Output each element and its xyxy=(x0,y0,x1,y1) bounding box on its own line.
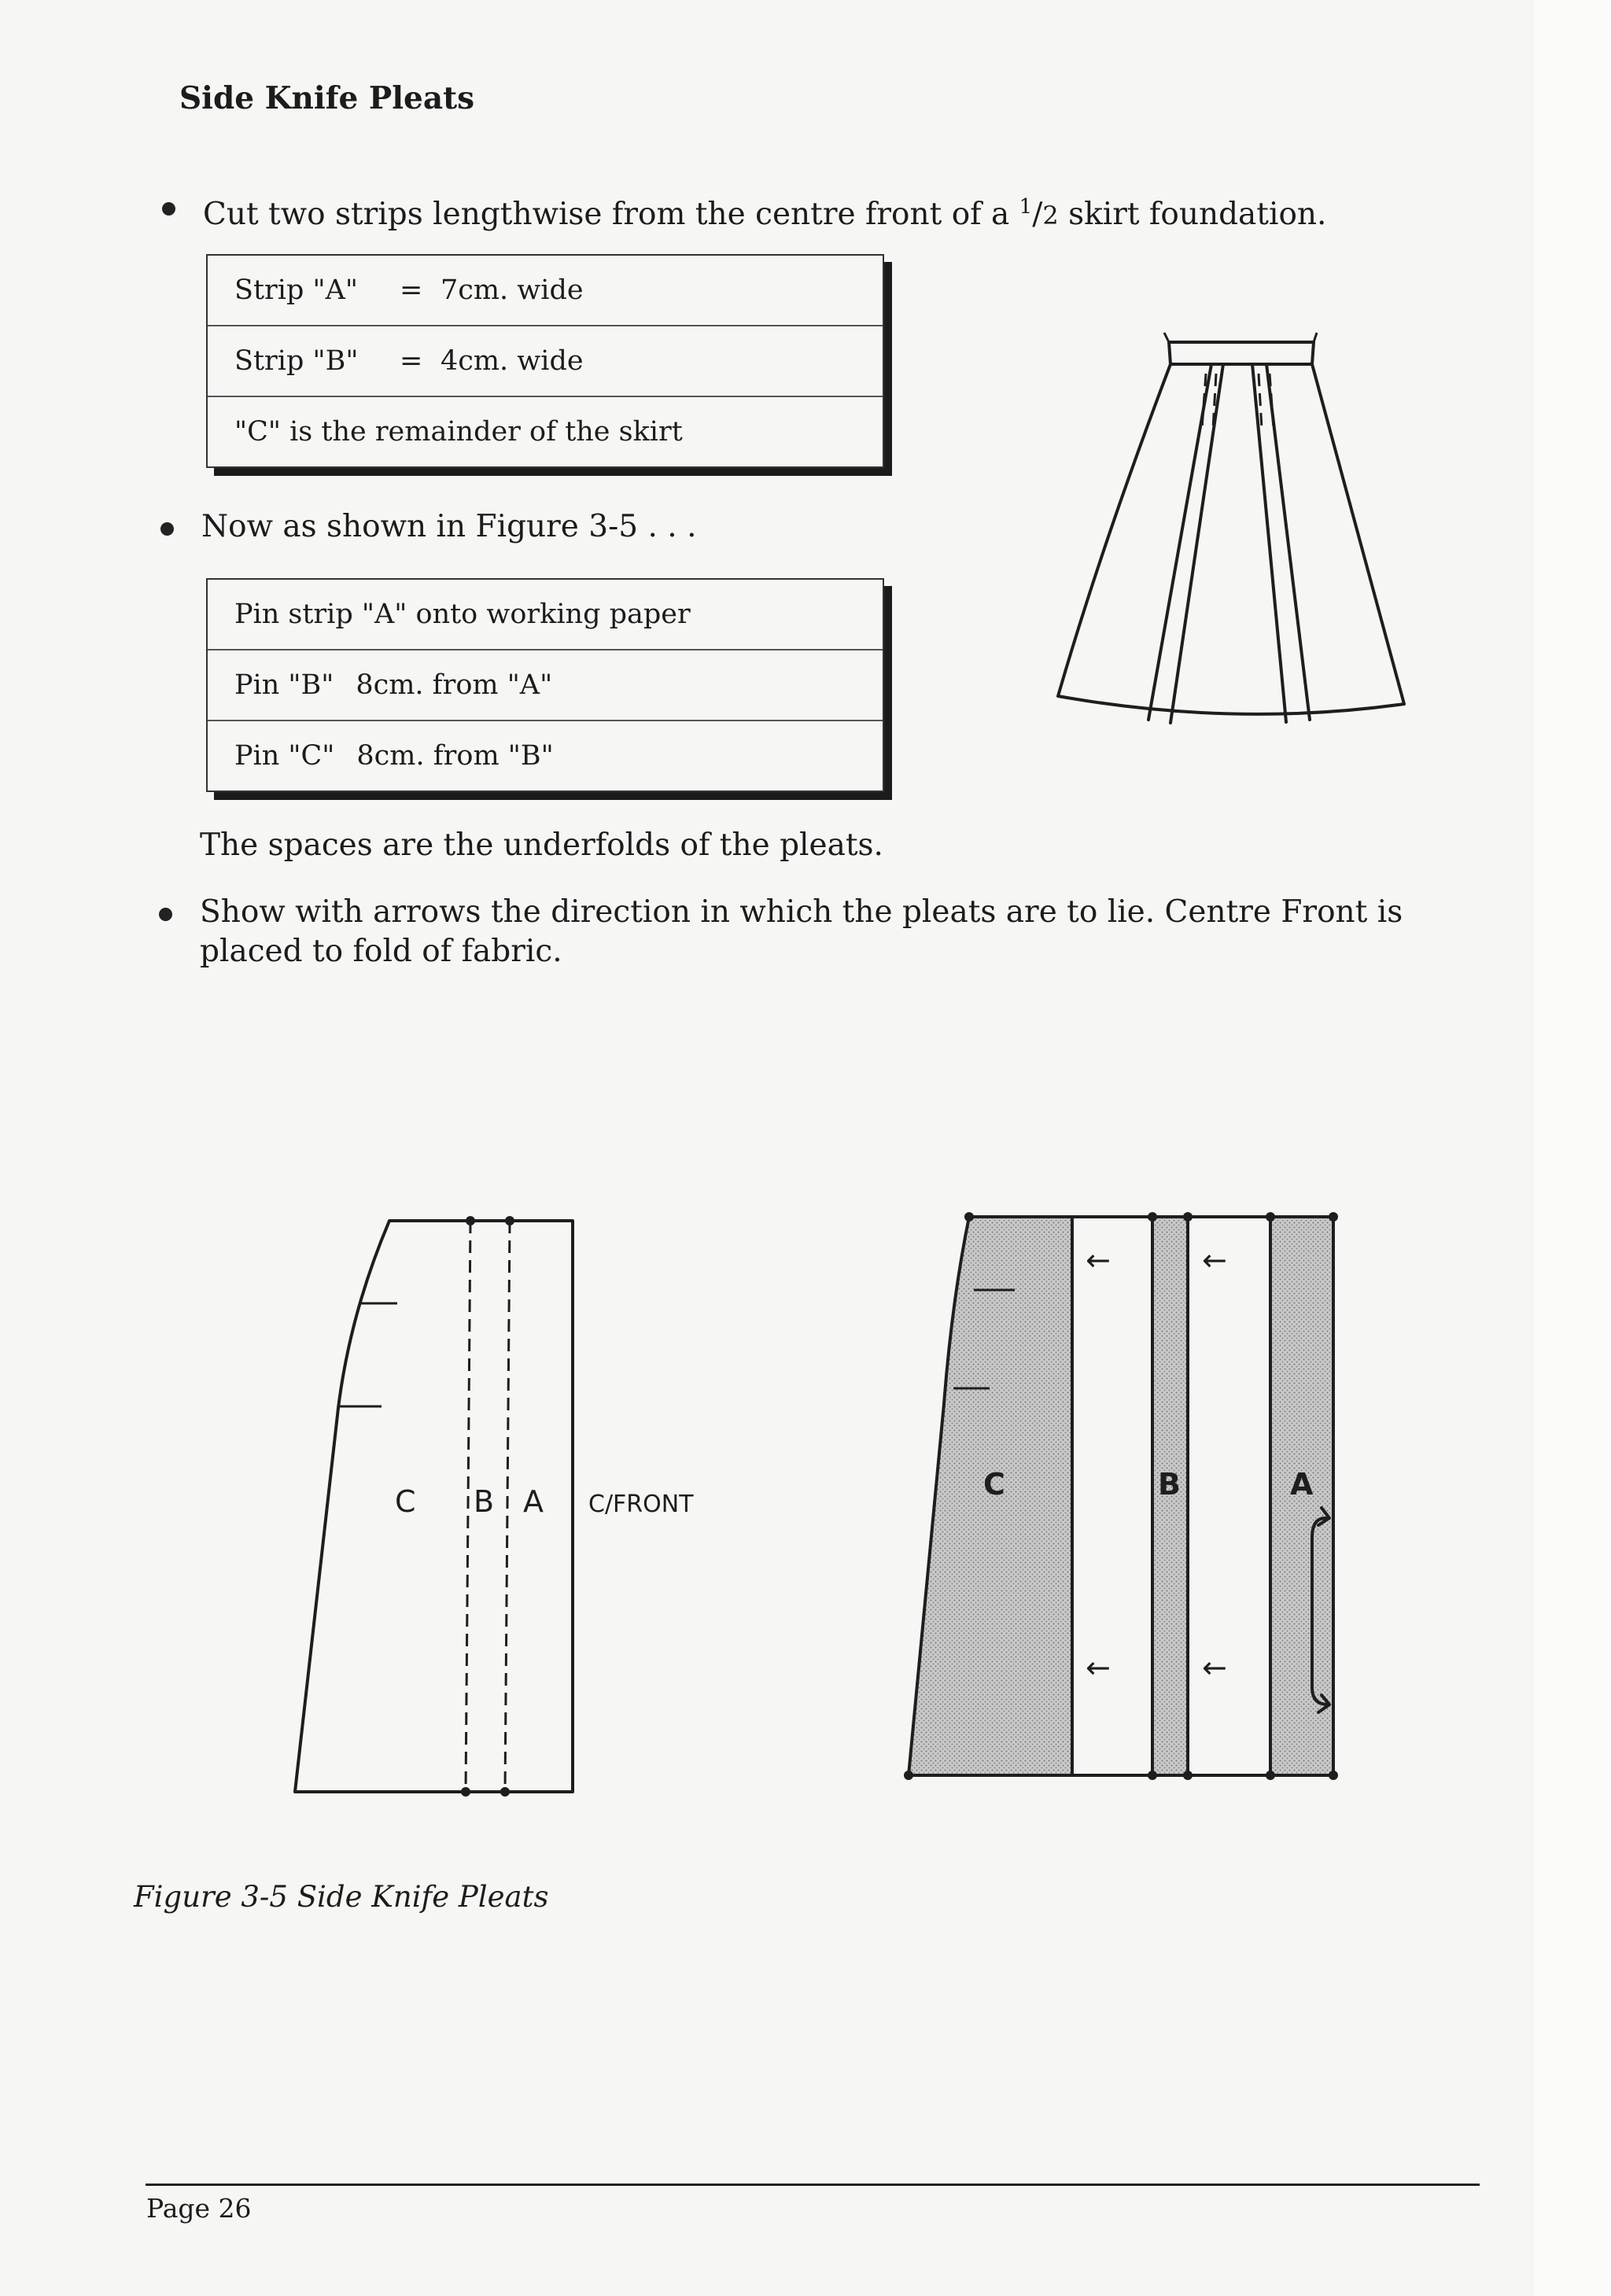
table-row xyxy=(208,721,883,791)
label-a: A xyxy=(1290,1467,1314,1502)
pin-c-distance: 8cm. from "B" xyxy=(356,740,554,772)
arrow-top-left-icon: ← xyxy=(1086,1243,1111,1277)
pin-b-distance: 8cm. from "A" xyxy=(356,669,553,701)
bullet-cut-strips: Cut two strips lengthwise from the centre front of a $^1$/2 skirt foundation. xyxy=(203,187,1326,235)
equals-sign: = xyxy=(400,275,423,306)
bullet-text-pre: Cut two strips lengthwise from the centre front of a xyxy=(203,197,1019,232)
arrow-top-right-icon: ← xyxy=(1202,1243,1227,1277)
table-row xyxy=(208,650,883,721)
figure-caption: Figure 3-5 Side Knife Pleats xyxy=(134,1880,549,1914)
label-a: A xyxy=(523,1484,544,1519)
pin-b-label: Pin "B" xyxy=(234,669,334,701)
bullet-text: Now as shown in Figure 3-5 . . . xyxy=(201,509,697,544)
underfolds-note: The spaces are the underfolds of the pleats. xyxy=(200,827,883,863)
strip-widths-table xyxy=(206,254,884,468)
bullet-text-post: skirt foundation. xyxy=(1058,197,1327,232)
table-row xyxy=(208,580,883,650)
arrow-bottom-left-icon: ← xyxy=(1086,1650,1111,1685)
pin-c-label: Pin "C" xyxy=(234,740,335,772)
mark-dot xyxy=(1266,1212,1275,1222)
bullet-now-as-shown xyxy=(201,507,696,547)
footer-rule xyxy=(146,2184,1480,2186)
label-centre-front: C/FRONT xyxy=(588,1491,694,1518)
fraction-denominator: 2 xyxy=(1042,201,1059,230)
mark-dot xyxy=(964,1212,974,1222)
mark-dot xyxy=(1329,1212,1338,1222)
pleated-skirt-illustration xyxy=(1046,326,1424,743)
section-heading: Side Knife Pleats xyxy=(179,80,475,116)
mark-dot xyxy=(1148,1212,1157,1222)
mark-dot xyxy=(461,1787,470,1797)
label-c: C xyxy=(395,1484,416,1519)
strip-a-width: 7cm. wide xyxy=(441,275,584,306)
arrow-bottom-right-icon: ← xyxy=(1202,1650,1227,1685)
equals-sign: = xyxy=(400,345,423,377)
pattern-draft-left xyxy=(283,1211,724,1809)
mark-dot xyxy=(1183,1212,1193,1222)
bullet-dot xyxy=(160,522,174,536)
bullet-dot xyxy=(162,202,175,216)
mark-dot xyxy=(904,1771,913,1780)
bullet-dot xyxy=(159,908,172,921)
pinning-steps-table xyxy=(206,578,884,792)
table-row xyxy=(208,397,883,466)
strip-b-width: 4cm. wide xyxy=(441,345,584,377)
table-row xyxy=(208,256,883,326)
mark-dot xyxy=(505,1216,514,1225)
page-number: Page 26 xyxy=(146,2193,252,2224)
mark-dot xyxy=(466,1216,475,1225)
pattern-draft-right xyxy=(897,1207,1353,1789)
label-b: B xyxy=(1158,1467,1181,1502)
pin-a-step: Pin strip "A" onto working paper xyxy=(234,599,691,630)
strip-c-description: "C" is the remainder of the skirt xyxy=(234,416,683,448)
mark-dot xyxy=(1266,1771,1275,1780)
strip-a-label: Strip "A" xyxy=(234,275,358,306)
table-row xyxy=(208,326,883,397)
bullet-arrows xyxy=(200,893,1490,971)
fraction-numerator: 1 xyxy=(1019,195,1033,219)
bullet-text: Show with arrows the direction in which the pleats are to lie. Centre Front is placed to fold of fabric. xyxy=(200,894,1403,969)
label-b: B xyxy=(474,1484,495,1519)
mark-dot xyxy=(1329,1771,1338,1780)
mark-dot xyxy=(1183,1771,1193,1780)
strip-b-label: Strip "B" xyxy=(234,345,359,377)
mark-dot xyxy=(500,1787,510,1797)
label-c: C xyxy=(983,1467,1005,1502)
mark-dot xyxy=(1148,1771,1157,1780)
page-edge xyxy=(1534,0,1611,2296)
